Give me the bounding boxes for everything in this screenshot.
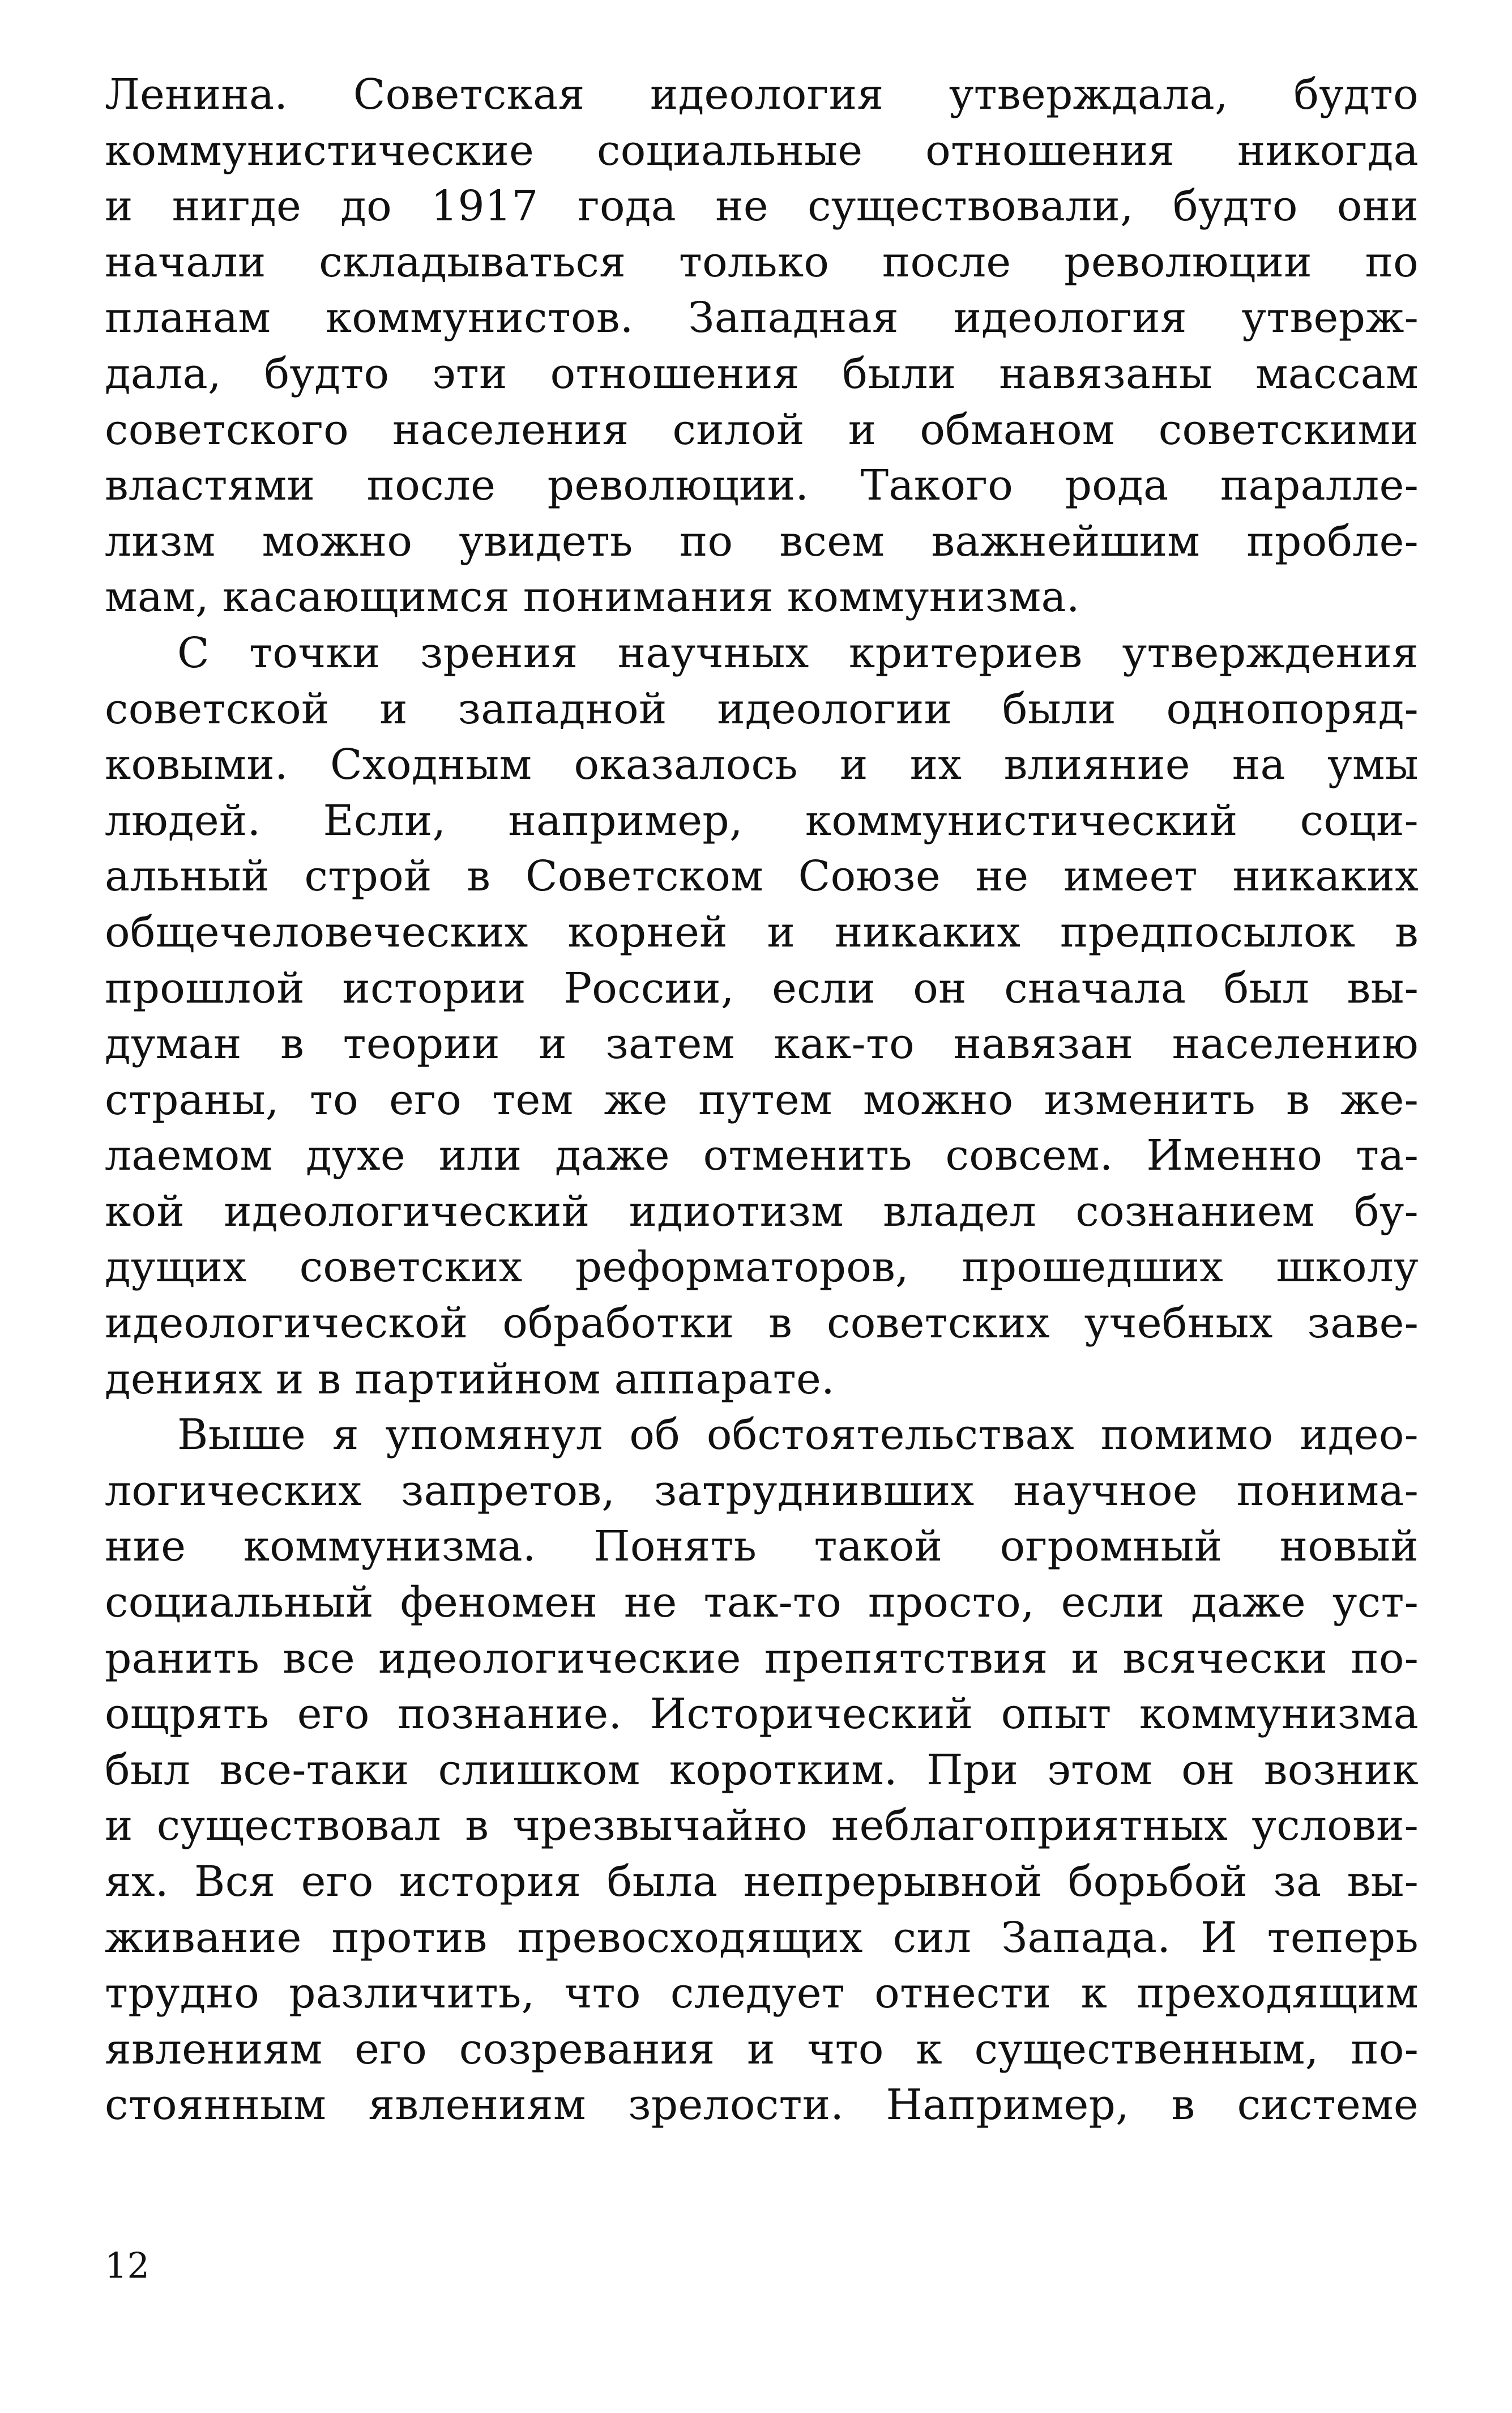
text-line: живание против превосходящих сил Запада. И теперь: [105, 1913, 1419, 1962]
text-line: ях. Вся его история была непрерывной борьбой за вы-: [105, 1857, 1419, 1906]
text-line: думан в теории и затем как-то навязан населению: [105, 1020, 1419, 1069]
text-line: советской и западной идеологии были однопоряд-: [105, 684, 1419, 734]
text-line: общечеловеческих корней и никаких предпосылок в: [105, 907, 1419, 957]
text-line: прошлой истории России, если он сначала был вы-: [105, 964, 1419, 1013]
text-line: властями после революции. Такого рода паралле-: [105, 461, 1419, 510]
text-line: дала, будто эти отношения были навязаны массам: [105, 349, 1419, 398]
text-line: лизм можно увидеть по всем важнейшим пробле-: [105, 517, 1419, 566]
text-line: дущих советских реформаторов, прошедших школу: [105, 1243, 1419, 1292]
text-line: ние коммунизма. Понять такой огромный новый: [105, 1522, 1419, 1571]
text-line: советского населения силой и обманом советскими: [105, 405, 1419, 454]
text-line: социальный феномен не так-то просто, если даже уст-: [105, 1578, 1419, 1627]
text-line: ощрять его познание. Исторический опыт коммунизма: [105, 1690, 1419, 1739]
text-line: мам, касающимся понимания коммунизма.: [105, 573, 1080, 622]
text-line: страны, то его тем же путем можно изменить в же-: [105, 1075, 1419, 1124]
body-text: [105, 67, 1419, 2133]
text-line: С точки зрения научных критериев утверждения: [177, 628, 1419, 677]
text-line: явлениям его созревания и что к существенным, по-: [105, 2024, 1419, 2074]
text-line: трудно различить, что следует отнести к преходящим: [105, 1969, 1419, 2018]
text-line: был все-таки слишком коротким. При этом он возник: [105, 1745, 1419, 1794]
text-line: кой идеологический идиотизм владел сознанием бу-: [105, 1187, 1419, 1236]
text-line: альный строй в Советском Союзе не имеет никаких: [105, 852, 1419, 901]
text-line: Ленина. Советская идеология утверждала, будто: [105, 70, 1419, 119]
text-line: стоянным явлениям зрелости. Например, в системе: [105, 2081, 1419, 2130]
text-line: идеологической обработки в советских учебных заве-: [105, 1299, 1419, 1348]
text-line: ковыми. Сходным оказалось и их влияние на умы: [105, 740, 1419, 790]
text-line: людей. Если, например, коммунистический соци-: [105, 796, 1419, 845]
text-line: коммунистические социальные отношения никогда: [105, 126, 1419, 175]
text-line: планам коммунистов. Западная идеология утверж-: [105, 293, 1419, 343]
text-line: начали складываться только после революции по: [105, 237, 1419, 287]
text-line: лаемом духе или даже отменить совсем. Именно та-: [105, 1131, 1419, 1180]
text-line: ранить все идеологические препятствия и всячески по-: [105, 1634, 1419, 1683]
text-line: логических запретов, затруднивших научное понима-: [105, 1466, 1419, 1515]
page-number: 12: [105, 2245, 150, 2286]
text-line: Выше я упомянул об обстоятельствах помимо идео-: [177, 1410, 1419, 1460]
text-line: и нигде до 1917 года не существовали, будто они: [105, 182, 1419, 231]
text-line: и существовал в чрезвычайно неблагоприятных услови-: [105, 1801, 1419, 1851]
text-line: дениях и в партийном аппарате.: [105, 1354, 835, 1404]
